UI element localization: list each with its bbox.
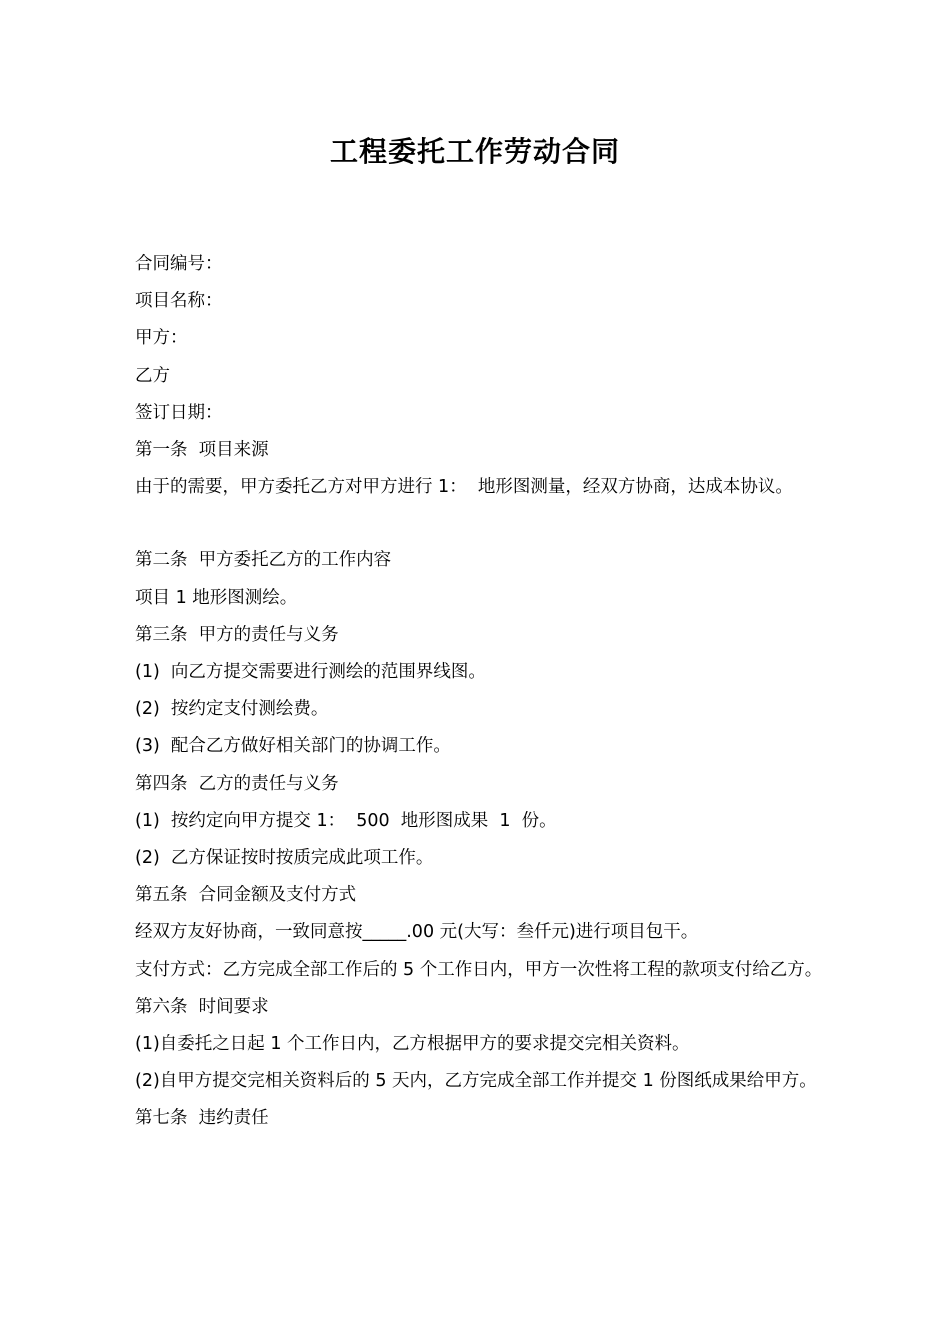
article-3-item-2: (2) 按约定支付测绘费。: [135, 699, 329, 720]
article-5-text-1: 经双方友好协商，一致同意按_____.00 元(大写：叁仟元)进行项目包干。: [135, 922, 699, 943]
article-2-heading: 第二条 甲方委托乙方的工作内容: [135, 550, 392, 571]
article-4-heading: 第四条 乙方的责任与义务: [135, 773, 339, 794]
contract-number-line: 合同编号：: [135, 254, 223, 274]
article-6-item-1: (1)自委托之日起 1 个工作日内，乙方根据甲方的要求提交完相关资料。: [135, 1034, 690, 1055]
article-5-heading: 第五条 合同金额及支付方式: [135, 885, 357, 906]
article-4-item-1: (1) 按约定向甲方提交 1： 500 地形图成果 1 份。: [135, 810, 557, 831]
article-1-text: 由于的需要，甲方委托乙方对甲方进行 1： 地形图测量，经双方协商，达成本协议。: [135, 477, 793, 498]
document-title: 工程委托工作劳动合同: [329, 135, 620, 168]
article-2-text: 项目 1 地形图测绘。: [135, 587, 298, 608]
article-3-item-1: (1) 向乙方提交需要进行测绘的范围界线图。: [135, 662, 486, 683]
sign-date-line: 签订日期：: [135, 402, 223, 423]
article-5-text-2: 支付方式：乙方完成全部工作后的 5 个工作日内，甲方一次性将工程的款项支付给乙方。: [135, 959, 823, 980]
document-body: [115, 246, 850, 1138]
article-6-item-2: (2)自甲方提交完相关资料后的 5 天内，乙方完成全部工作并提交 1 份图纸成果给甲方。: [135, 1071, 817, 1092]
party-b-line: 乙方: [135, 365, 170, 386]
party-a-line: 甲方：: [135, 328, 188, 349]
paragraph-gap: [115, 506, 850, 542]
article-3-heading: 第三条 甲方的责任与义务: [135, 624, 339, 645]
article-3-item-3: (3) 配合乙方做好相关部门的协调工作。: [135, 736, 451, 757]
article-1-heading: 第一条 项目来源: [135, 440, 269, 461]
article-6-heading: 第六条 时间要求: [135, 996, 269, 1017]
article-4-item-2: (2) 乙方保证按时按质完成此项工作。: [135, 848, 434, 869]
article-7-heading: 第七条 违约责任: [135, 1108, 269, 1129]
project-name-line: 项目名称：: [135, 291, 223, 312]
